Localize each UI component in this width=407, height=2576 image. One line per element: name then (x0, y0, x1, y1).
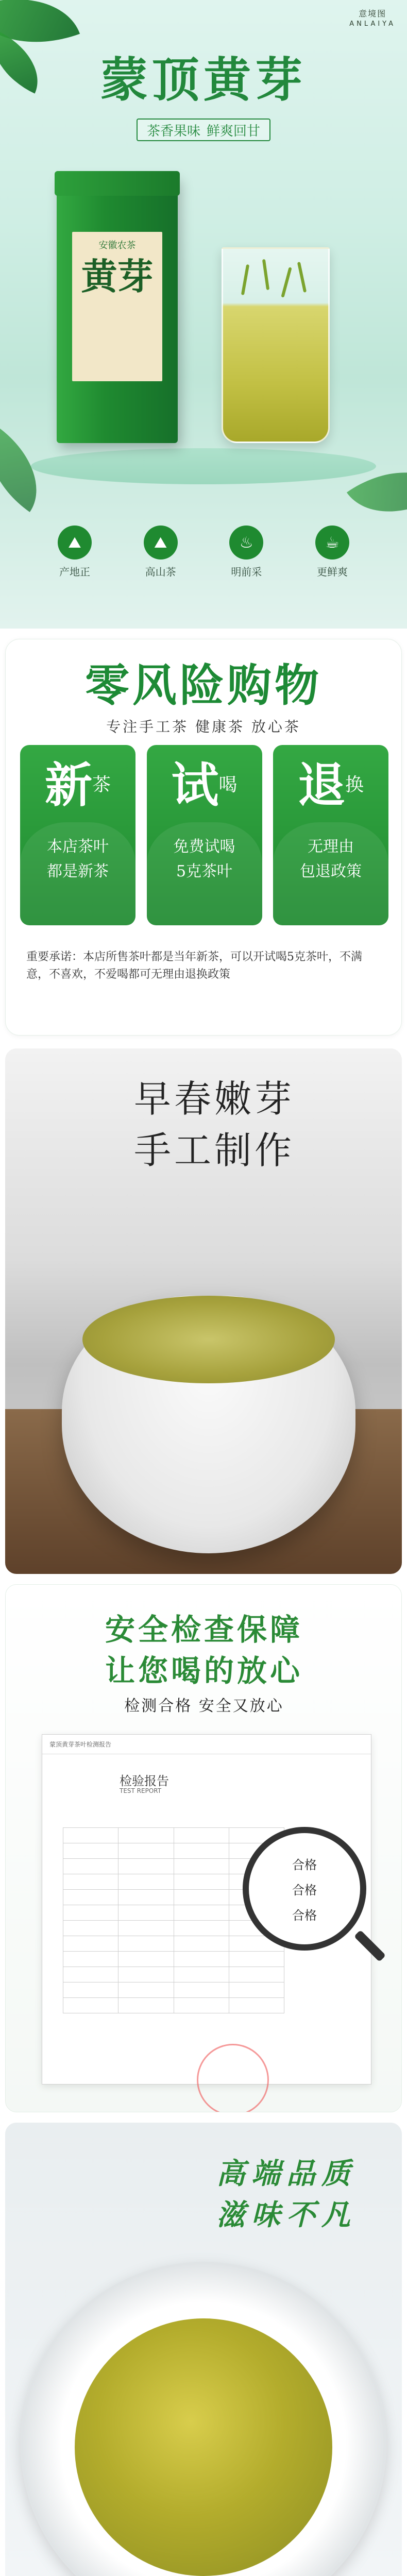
card-wave-decoration (20, 822, 135, 925)
card-wave-decoration (273, 822, 388, 925)
tea-can-image (57, 175, 178, 443)
safety-title-line: 安全检查保障 (105, 1612, 303, 1647)
red-stamp (197, 2044, 269, 2112)
tea-glass-image (222, 247, 330, 443)
card-char-small: 换 (345, 774, 364, 795)
card-char-main: 新 (44, 757, 92, 813)
feature-row (49, 526, 358, 579)
feature-label: 高山茶 (145, 566, 176, 578)
card-line: 5克茶叶 (176, 862, 233, 880)
mountain-icon: ⛰ (144, 526, 178, 560)
craft-heading-line: 早春嫩芽 (134, 1077, 295, 1121)
feature-item (307, 526, 358, 579)
safety-title-line: 让您喝的放心 (105, 1653, 303, 1688)
promise-card-new (20, 745, 135, 925)
hero-section (0, 0, 407, 629)
teacup-icon: ☕ (315, 526, 349, 560)
feature-item (49, 526, 100, 579)
tea-leaf (262, 259, 269, 290)
product-title: 蒙顶黄芽 (100, 52, 307, 108)
quality-title-line: 高端品质 (216, 2157, 357, 2191)
magnifier-icon (243, 1827, 366, 1951)
tea-can-text: 黄芽 (81, 255, 154, 298)
report-subtitle: TEST REPORT (120, 1787, 162, 1794)
promise-title: 零风险购物 (85, 659, 322, 711)
card-char-small: 喝 (218, 774, 238, 795)
card-char (273, 759, 388, 811)
card-wave-decoration (147, 822, 262, 925)
display-base (31, 448, 376, 484)
craft-section (5, 1048, 402, 1574)
result-label: 合格 (292, 1908, 317, 1923)
slogan-part: 鲜爽回甘 (207, 123, 261, 139)
brand-logo-en: ANLAIYA (349, 20, 396, 28)
tea-leaf (241, 264, 249, 295)
report-header: 蒙顶黄芽茶叶检测报告 (42, 1735, 371, 1754)
card-line: 无理由 (308, 838, 354, 856)
card-line: 免费试喝 (173, 838, 235, 856)
result-label: 合格 (292, 1857, 317, 1872)
mountain-icon: ⛰ (58, 526, 92, 560)
promise-note: 重要承诺：本店所售茶叶都是当年新茶，可以开试喝5克茶叶，不满意，不喜欢，不爱喝都可无理由退换政策 (26, 951, 362, 981)
safety-subline: 检测合格 安全又放心 (124, 1697, 284, 1715)
promise-section (5, 639, 402, 1036)
leaf-steam-icon: ♨ (229, 526, 263, 560)
tea-leaf (281, 267, 292, 298)
promise-card-try (147, 745, 262, 925)
promise-card-return (273, 745, 388, 925)
tea-can-lid (55, 171, 180, 196)
dry-tea-leaves (82, 1296, 335, 1383)
safety-section (5, 1584, 402, 2112)
card-char (20, 759, 135, 811)
quality-title-line: 滋味不凡 (216, 2198, 357, 2232)
tea-can-brand: 安徽农茶 (98, 240, 136, 251)
feature-label: 更鲜爽 (316, 566, 348, 578)
card-char-main: 试 (171, 757, 219, 813)
feature-label: 明前采 (231, 566, 262, 578)
tea-leaf (297, 262, 307, 293)
card-char-small: 茶 (92, 774, 111, 795)
craft-heading-line: 手工制作 (134, 1129, 295, 1172)
tea-can-label (72, 232, 162, 381)
card-line: 都是新茶 (47, 862, 109, 880)
card-char-main: 退 (297, 757, 345, 813)
result-label: 合格 (292, 1883, 317, 1897)
promise-subtitle: 专注手工茶 健康茶 放心茶 (106, 718, 301, 735)
craft-heading (134, 1073, 295, 1176)
card-char (147, 759, 262, 811)
slogan-box (137, 118, 270, 141)
feature-label: 产地正 (59, 566, 90, 578)
report-title: 检验报告 (120, 1774, 169, 1788)
brand-logo (349, 7, 396, 28)
slogan-part: 茶香果味 (146, 123, 200, 139)
feature-item (221, 526, 272, 579)
quality-section (5, 2123, 402, 2576)
promise-cards (20, 745, 388, 925)
yellow-bud-tea-leaves (75, 2318, 332, 2576)
brand-logo-cn: 意境图 (359, 9, 387, 19)
card-line: 本店茶叶 (47, 838, 109, 856)
feature-item (135, 526, 186, 579)
card-line: 包退政策 (300, 862, 362, 880)
